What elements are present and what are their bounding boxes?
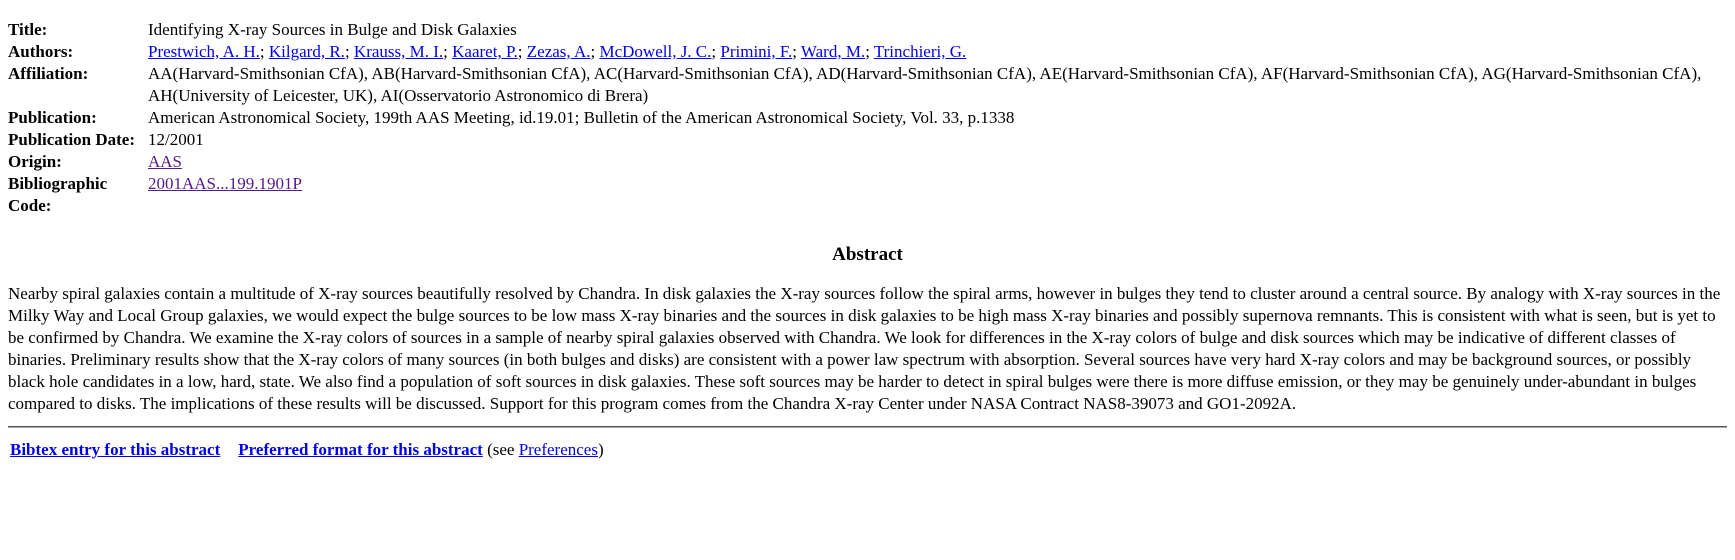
bibliographic-code-value: [148, 173, 1727, 217]
table-row: [8, 19, 1727, 41]
divider: [8, 426, 1727, 428]
affiliation-value: AA(Harvard-Smithsonian CfA), AB(Harvard-Smithsonian CfA), AC(Harvard-Smithsonian CfA), AD(Harvard-Smithsonian CfA), AE(Harvard-Smithsonian CfA), AF(Harvard-Smithsonian CfA), AG(Harvard-Smithsonian CfA), AH(University of Leicester, UK), AI(Osservatorio Astronomico di Brera): [148, 64, 1702, 105]
author-separator: ;: [517, 42, 527, 61]
publication-label: Publication:: [8, 108, 97, 127]
table-row: [8, 107, 1727, 129]
table-row: [8, 63, 1727, 107]
author-separator: ;: [865, 42, 874, 61]
publication-value: American Astronomical Society, 199th AAS Meeting, id.19.01; Bulletin of the American Astronomical Society, Vol. 33, p.1338: [148, 108, 1015, 127]
table-row: [8, 173, 1727, 217]
author-separator: ;: [259, 42, 269, 61]
table-row: [8, 151, 1727, 173]
authors-label: Authors:: [8, 42, 74, 61]
title-label: Title:: [8, 20, 48, 39]
footer-links: [10, 438, 1727, 462]
author-separator: ;: [443, 42, 453, 61]
bibliographic-code-link[interactable]: 2001AAS...199.1901P: [148, 174, 302, 193]
origin-label: Origin:: [8, 152, 62, 171]
author-link[interactable]: Zezas, A.: [526, 42, 591, 61]
table-row: [8, 129, 1727, 151]
preferred-format-link[interactable]: Preferred format for this abstract: [238, 440, 483, 459]
see-prefix-text: (see: [487, 440, 519, 459]
origin-link[interactable]: AAS: [148, 152, 183, 171]
see-suffix-text: ): [597, 440, 604, 459]
author-link[interactable]: Trinchieri, G.: [873, 42, 967, 61]
author-separator: ;: [344, 42, 354, 61]
author-link[interactable]: McDowell, J. C.: [599, 42, 712, 61]
author-link[interactable]: Krauss, M. I.: [353, 42, 444, 61]
author-separator: ;: [711, 42, 721, 61]
origin-value: [148, 151, 1727, 173]
author-link[interactable]: Primini, F.: [720, 42, 793, 61]
abstract-heading: Abstract: [832, 244, 903, 265]
bibtex-entry-link[interactable]: Bibtex entry for this abstract: [10, 440, 221, 459]
author-separator: ;: [792, 42, 801, 61]
author-link[interactable]: Prestwich, A. H.: [148, 42, 260, 61]
author-separator: ;: [590, 42, 600, 61]
author-link[interactable]: Kaaret, P.: [452, 42, 518, 61]
affiliation-label: Affiliation:: [8, 64, 89, 83]
author-link[interactable]: Kilgard, R.: [268, 42, 345, 61]
abstract-text: Nearby spiral galaxies contain a multitude of X-ray sources beautifully resolved by Chandra. In disk galaxies the X-ray sources follow the spiral arms, however in bulges they tend to cluster around a central source. By analogy with X-ray sources in the Milky Way and Local Group galaxies, we would expect the bulge sources to be low mass X-ray binaries and the sources in disk galaxies to be high mass X-ray binaries and possibly supernova remnants. This is consistent with what is seen, but is yet to be confirmed by Chandra. We examine the X-ray colors of sources in a sample of nearby spiral galaxies observed with Chandra. We look for differences in the X-ray colors of bulge and disk sources which may be indicative of different classes of binaries. Preliminary results show that the X-ray colors of many sources (in both bulges and disks) are consistent with a power law spectrum with absorption. Several sources have very hard X-ray colors and may be background sources, or possibly black hole candidates in a low, hard, state. We also find a population of soft sources in disk galaxies. These soft sources may be harder to detect in spiral bulges were there is more diffuse emission, or they may be genuinely under-abundant in bulges compared to disks. The implications of these results will be discussed. Support for this program comes from the Chandra X-ray Center under NASA Contract NAS8-39073 and GO1-2092A.: [8, 284, 1721, 413]
author-link[interactable]: Ward, M.: [800, 42, 866, 61]
preferences-link[interactable]: Preferences: [518, 440, 598, 459]
authors-value: [148, 41, 1727, 63]
publication-date-value: 12/2001: [148, 130, 204, 149]
record-metadata-table: [8, 19, 1727, 217]
publication-date-label: Publication Date:: [8, 130, 136, 149]
title-value: Identifying X-ray Sources in Bulge and Disk Galaxies: [148, 20, 517, 39]
table-row: [8, 41, 1727, 63]
bibliographic-code-label: Bibliographic Code:: [8, 174, 108, 215]
